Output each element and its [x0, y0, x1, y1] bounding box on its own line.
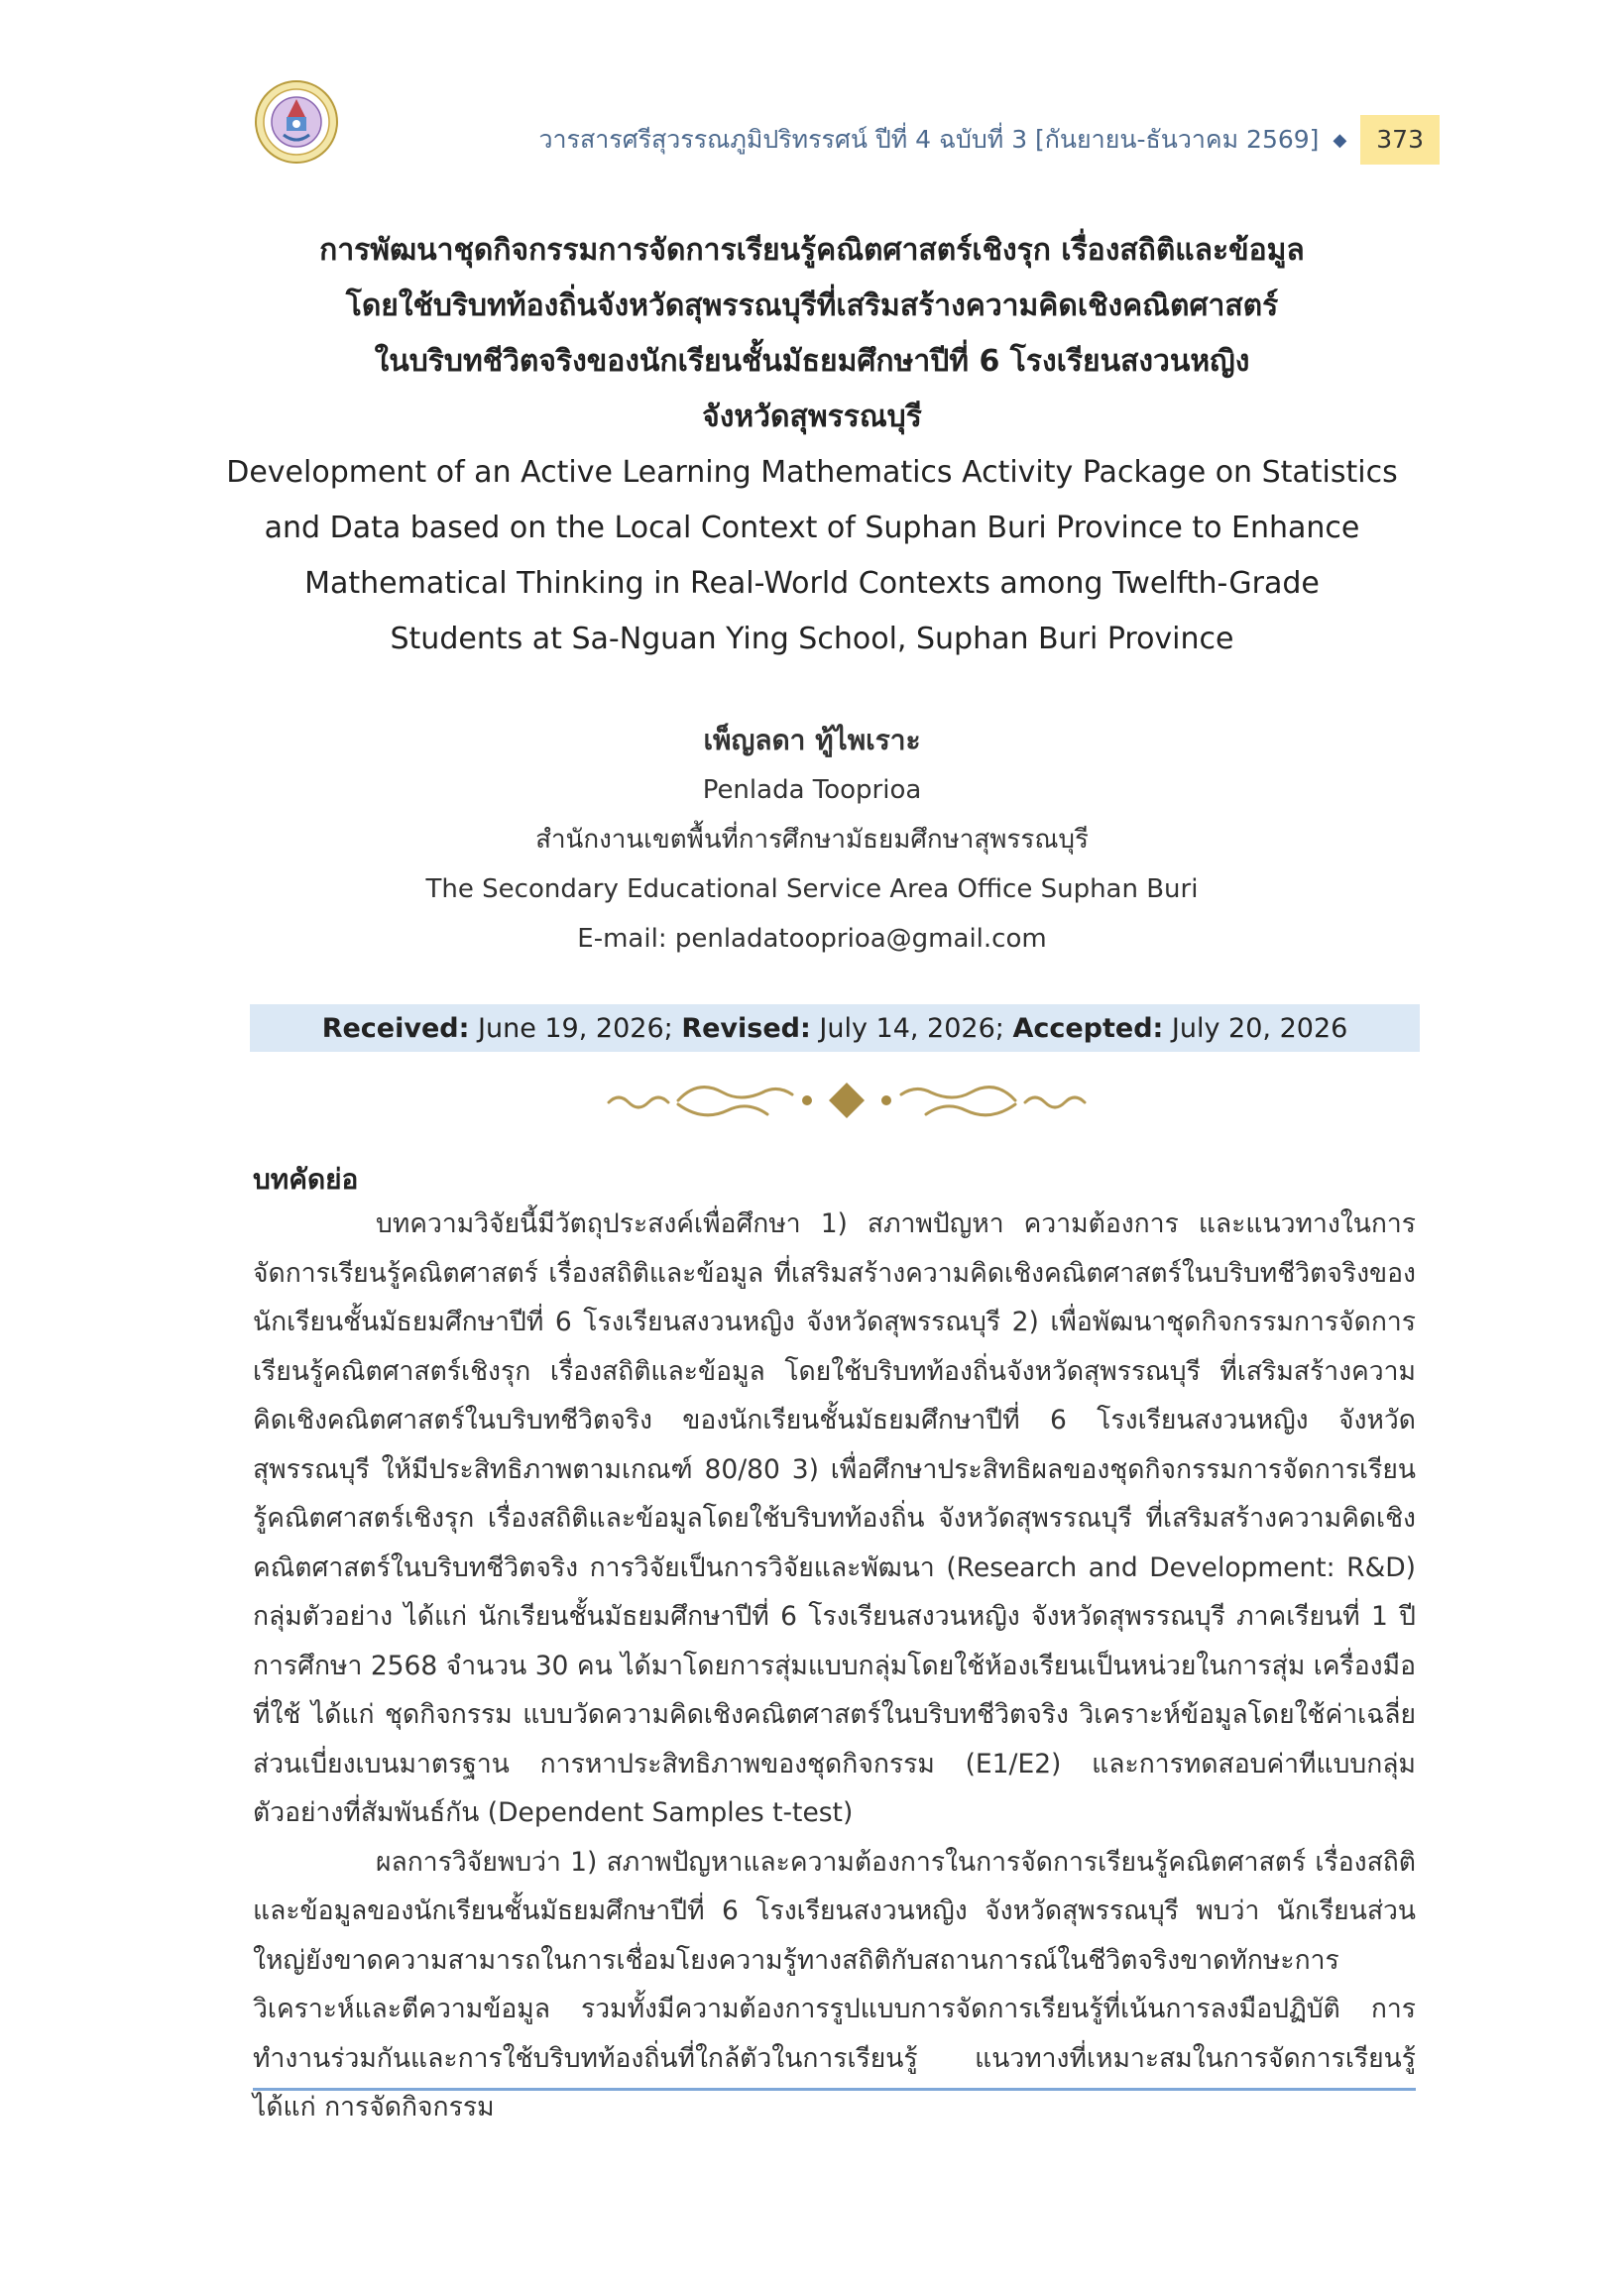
- diamond-icon: ◆: [1333, 129, 1347, 151]
- abstract-paragraph-1: บทความวิจัยนี้มีวัตถุประสงค์เพื่อศึกษา 1) สภาพปัญหา ความต้องการ และแนวทางในการจัดการเรียนรู้คณิตศาสตร์ เรื่องสถิติและข้อมูล ที่เสริมสร้างความคิดเชิงคณิตศาสตร์ในบริบทชีวิตจริงของนักเรียนชั้นมัธยมศึกษาปีที่ 6 โรงเรียนสงวนหญิง จังหวัดสุพรรณบุรี 2) เพื่อพัฒนาชุดกิจกรรมการจัดการเรียนรู้คณิตศาสตร์เชิงรุก เรื่องสถิติและข้อมูล โดยใช้บริบทท้องถิ่นจังหวัดสุพรรณบุรี ที่เสริมสร้างความคิดเชิงคณิตศาสตร์ในบริบทชีวิตจริง ของนักเรียนชั้นมัธยมศึกษาปีที่ 6 โรงเรียนสงวนหญิง จังหวัดสุพรรณบุรี ให้มีประสิทธิภาพตามเกณฑ์ 80/80 3) เพื่อศึกษาประสิทธิผลของชุดกิจกรรมการจัดการเรียนรู้คณิตศาสตร์เชิงรุก เรื่องสถิติและข้อมูลโดยใช้บริบทท้องถิ่น จังหวัดสุพรรณบุรี ที่เสริมสร้างความคิดเชิงคณิตศาสตร์ในบริบทชีวิตจริง การวิจัยเป็นการวิจัยและพัฒนา (Research and Development: R&D) กลุ่มตัวอย่าง ได้แก่ นักเรียนชั้นมัธยมศึกษาปีที่ 6 โรงเรียนสงวนหญิง จังหวัดสุพรรณบุรี ภาคเรียนที่ 1 ปีการศึกษา 2568 จำนวน 30 คน ได้มาโดยการสุ่มแบบกลุ่มโดยใช้ห้องเรียนเป็นหน่วยในการสุ่ม เครื่องมือที่ใช้ ได้แก่ ชุดกิจกรรม แบบวัดความคิดเชิงคณิตศาสตร์ในบริบทชีวิตจริง วิเคราะห์ข้อมูลโดยใช้ค่าเฉลี่ย ส่วนเบี่ยงเบนมาตรฐาน การหาประสิทธิภาพของชุดกิจกรรม (E1/E2) และการทดสอบค่าทีแบบกลุ่มตัวอย่างที่สัมพันธ์กัน (Dependent Samples t-test): [253, 1208, 1416, 1828]
- author-name-th: เพ็ญลดา ทู้ไพเราะ: [703, 724, 921, 756]
- title-th-line: โดยใช้บริบทท้องถิ่นจังหวัดสุพรรณบุรีที่เสริมสร้างความคิดเชิงคณิตศาสตร์: [345, 288, 1279, 323]
- title-en-line: and Data based on the Local Context of Suphan Buri Province to Enhance: [264, 511, 1360, 545]
- title-en-line: Students at Sa-Nguan Ying School, Suphan Buri Province: [390, 622, 1234, 656]
- title-en-line: Development of an Active Learning Mathematics Activity Package on Statistics: [226, 455, 1398, 490]
- running-header: [538, 115, 1440, 165]
- title-th-line: ในบริบทชีวิตจริงของนักเรียนชั้นมัธยมศึกษาปีที่ 6 โรงเรียนสงวนหญิง: [374, 344, 1250, 379]
- revised-date: July 14, 2026;: [819, 1012, 1004, 1044]
- bottom-rule: [253, 2088, 1416, 2091]
- received-date: June 19, 2026;: [478, 1012, 673, 1044]
- title-block: [218, 223, 1406, 667]
- title-th-line: จังหวัดสุพรรณบุรี: [702, 400, 922, 434]
- journal-logo: [254, 79, 339, 165]
- abstract-heading: บทคัดย่อ: [253, 1163, 359, 1196]
- affiliation-en: The Secondary Educational Service Area Office Suphan Buri: [425, 874, 1199, 904]
- author-name-en: Penlada Tooprioa: [702, 775, 922, 805]
- page-number: 373: [1360, 115, 1440, 165]
- title-th-line: การพัฒนาชุดกิจกรรมการจัดการเรียนรู้คณิตศาสตร์เชิงรุก เรื่องสถิติและข้อมูล: [319, 233, 1305, 268]
- affiliation-th: สำนักงานเขตพื้นที่การศึกษามัธยมศึกษาสุพรรณบุรี: [535, 825, 1089, 855]
- accepted-date: July 20, 2026: [1171, 1012, 1348, 1044]
- author-block: [218, 716, 1406, 964]
- received-label: Received:: [321, 1012, 470, 1044]
- abstract-body: [253, 1200, 1416, 2132]
- title-en-line: Mathematical Thinking in Real-World Contexts among Twelfth-Grade: [304, 566, 1320, 601]
- dates-bar: [250, 1004, 1420, 1052]
- accepted-label: Accepted:: [1012, 1012, 1164, 1044]
- journal-name: วารสารศรีสุวรรณภูมิปริทรรศน์ ปีที่ 4 ฉบับที่ 3 [กันยายน-ธันวาคม 2569]: [538, 125, 1320, 154]
- revised-label: Revised:: [681, 1012, 811, 1044]
- author-email[interactable]: E-mail: penladatooprioa@gmail.com: [577, 924, 1047, 954]
- ornament-divider-icon: [589, 1071, 1104, 1130]
- abstract-paragraph-2: ผลการวิจัยพบว่า 1) สภาพปัญหาและความต้องการในการจัดการเรียนรู้คณิตศาสตร์ เรื่องสถิติและข้อมูลของนักเรียนชั้นมัธยมศึกษาปีที่ 6 โรงเรียนสงวนหญิง จังหวัดสุพรรณบุรี พบว่า นักเรียนส่วนใหญ่ยังขาดความสามารถในการเชื่อมโยงความรู้ทางสถิติกับสถานการณ์ในชีวิตจริงขาดทักษะการวิเคราะห์และตีความข้อมูล รวมทั้งมีความต้องการรูปแบบการจัดการเรียนรู้ที่เน้นการลงมือปฏิบัติ การทำงานร่วมกันและการใช้บริบทท้องถิ่นที่ใกล้ตัวในการเรียนรู้ แนวทางที่เหมาะสมในการจัดการเรียนรู้ ได้แก่ การจัดกิจกรรม: [253, 1846, 1416, 2123]
